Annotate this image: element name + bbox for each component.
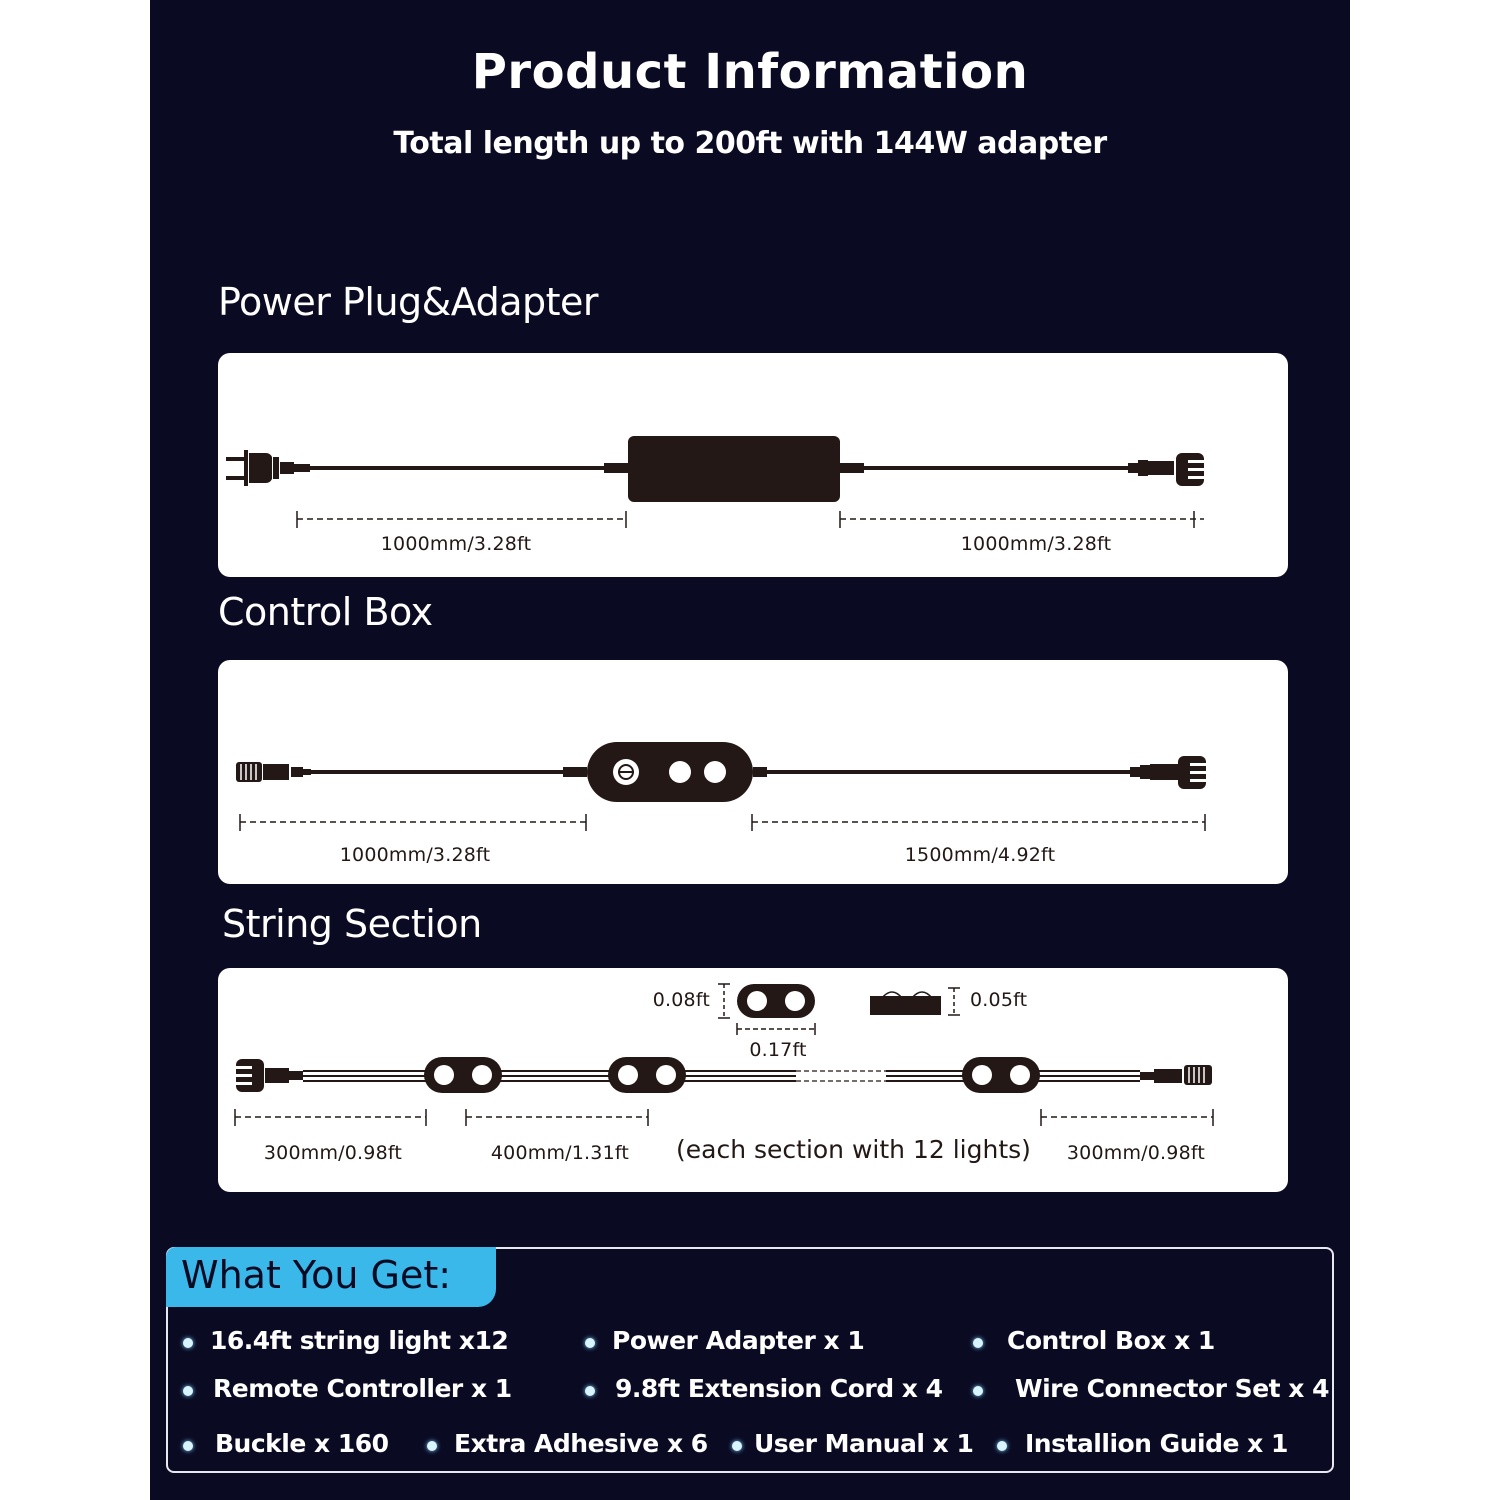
bullet-icon <box>427 1441 437 1451</box>
light-thickness-label: 0.05ft <box>970 989 1028 1011</box>
list-item: Power Adapter x 1 <box>612 1326 865 1355</box>
light-side-icon <box>870 992 941 1015</box>
page-subtitle: Total length up to 200ft with 144W adapter <box>393 126 1107 161</box>
string-section-card <box>218 968 1288 1192</box>
list-item: Installion Guide x 1 <box>1025 1429 1288 1458</box>
ribbed-connector-icon <box>1140 1065 1212 1085</box>
list-item: User Manual x 1 <box>754 1429 974 1458</box>
bullet-icon <box>585 1386 595 1396</box>
power-plug-card <box>218 353 1288 577</box>
light-module-icon <box>737 984 815 1018</box>
bullet-icon <box>183 1386 193 1396</box>
section-heading-string-section: String Section <box>222 902 482 946</box>
power-plug-icon <box>226 450 310 486</box>
what-you-get-tag <box>166 1247 496 1307</box>
dimension-lines <box>240 814 1205 831</box>
bullet-icon <box>973 1338 983 1348</box>
bullet-icon <box>183 1441 193 1451</box>
list-item: Wire Connector Set x 4 <box>1015 1374 1330 1403</box>
dimension-label: 1000mm/3.28ft <box>380 533 532 555</box>
section-heading-power-plug: Power Plug&Adapter <box>218 280 599 324</box>
bullet-icon <box>585 1338 595 1348</box>
list-item: Control Box x 1 <box>1007 1326 1215 1355</box>
list-item: Remote Controller x 1 <box>213 1374 512 1403</box>
dimension-label: 1000mm/3.28ft <box>960 533 1112 555</box>
list-item: 16.4ft string light x12 <box>210 1326 509 1355</box>
dimension-lines <box>297 511 1204 528</box>
light-module-icon <box>962 1057 1040 1093</box>
button-icon <box>704 761 726 783</box>
ribbed-connector-icon <box>236 762 311 782</box>
button-icon <box>669 761 691 783</box>
bullet-icon <box>732 1441 742 1451</box>
dimension-label: 1000mm/3.28ft <box>339 844 491 866</box>
bullet-icon <box>997 1441 1007 1451</box>
dimension-label: 300mm/0.98ft <box>263 1142 403 1164</box>
dimension-label: 1500mm/4.92ft <box>904 844 1056 866</box>
light-module-icon <box>424 1057 502 1093</box>
bullet-icon <box>183 1338 193 1348</box>
bullet-icon <box>973 1386 983 1396</box>
connector-plug-icon <box>1128 453 1204 486</box>
cable <box>310 466 610 470</box>
product-info-panel <box>150 0 1350 1500</box>
section-heading-control-box: Control Box <box>218 590 433 634</box>
dimension-lines <box>235 1109 1213 1126</box>
light-width-label: 0.17ft <box>749 1039 807 1061</box>
power-adapter-icon <box>604 436 864 502</box>
what-you-get-label: What You Get: <box>181 1253 452 1297</box>
light-height-label: 0.08ft <box>652 989 710 1011</box>
dimension-label: 400mm/1.31ft <box>490 1142 630 1164</box>
list-item: Buckle x 160 <box>215 1429 389 1458</box>
connector-plug-icon <box>1130 756 1206 789</box>
list-item: Extra Adhesive x 6 <box>454 1429 708 1458</box>
dimension-label: 300mm/0.98ft <box>1066 1142 1206 1164</box>
connector-plug-icon <box>236 1059 303 1092</box>
control-box-card <box>218 660 1288 884</box>
page-title: Product Information <box>471 44 1029 100</box>
control-box-icon <box>563 742 767 802</box>
light-module-icon <box>608 1057 686 1093</box>
section-note: (each section with 12 lights) <box>676 1135 1031 1164</box>
list-item: 9.8ft Extension Cord x 4 <box>615 1374 943 1403</box>
